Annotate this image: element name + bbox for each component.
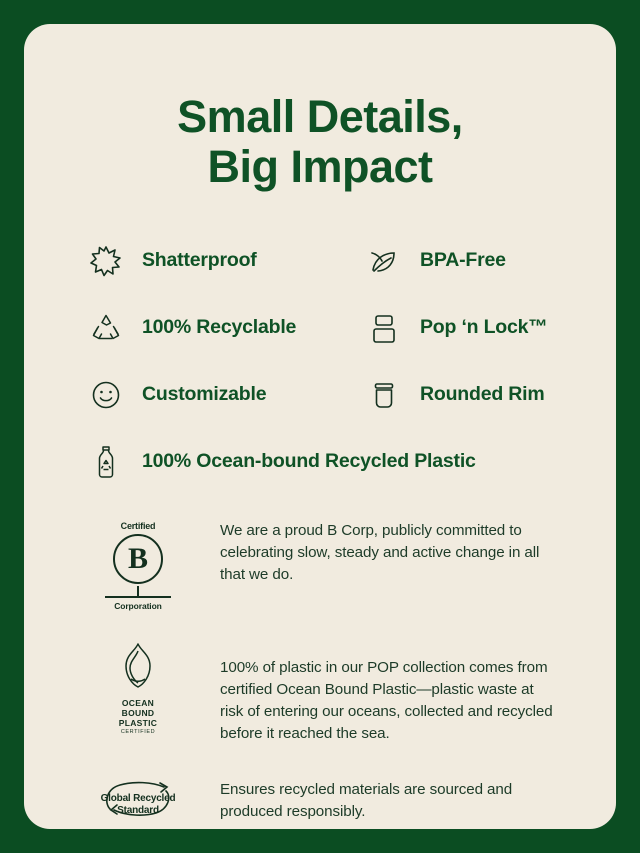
- certification-ocean-bound-plastic: [86, 639, 560, 745]
- certification-global-recycled-standard: [86, 773, 560, 828]
- pop-n-lock-lid-icon: [362, 306, 406, 350]
- feature-label: Pop ‘n Lock™: [420, 316, 548, 339]
- headline-line-1: Small Details,: [177, 91, 463, 142]
- b-corp-logo-top-text: Certified: [120, 520, 156, 531]
- feature-label: Rounded Rim: [420, 383, 545, 406]
- rounded-rim-cup-icon: [362, 373, 406, 417]
- certification-description: We are a proud B Corp, publicly committed to celebrating slow, steady and active change in all that we do.: [220, 521, 540, 583]
- page-title: [24, 92, 616, 193]
- b-corp-logo-mark: B: [113, 534, 163, 584]
- feature-label: 100% Ocean-bound Recycled Plastic: [142, 450, 476, 473]
- feature-row: [84, 440, 560, 484]
- b-corp-logo-stem: [137, 586, 140, 596]
- feature-label: 100% Recyclable: [142, 316, 297, 339]
- feature-label: BPA-Free: [420, 249, 506, 272]
- feature-item-customizable: [84, 373, 362, 417]
- ocean-bound-logo-text: OCEAN BOUND PLASTIC: [118, 698, 158, 729]
- feature-item-ocean-bound-recycled-plastic: [84, 440, 476, 484]
- feature-item-pop-n-lock: [362, 306, 548, 350]
- shatterproof-burst-icon: [84, 239, 128, 283]
- smiley-face-icon: [84, 373, 128, 417]
- feature-item-rounded-rim: [362, 373, 545, 417]
- feature-row: [84, 239, 560, 283]
- feature-label: Customizable: [142, 383, 267, 406]
- feature-item-bpa-free: [362, 239, 506, 283]
- grs-logo-text: Global Recycled Standard: [100, 793, 176, 817]
- leaf-icon: [362, 239, 406, 283]
- b-corp-logo: [86, 520, 190, 612]
- b-corp-logo-bottom-text: Corporation: [114, 601, 162, 612]
- feature-item-recyclable: [84, 306, 362, 350]
- recycle-icon: [84, 306, 128, 350]
- info-card: [24, 24, 616, 829]
- global-recycled-standard-logo: [86, 773, 190, 828]
- ocean-bound-logo-subtext: CERTIFIED: [120, 729, 156, 736]
- certification-b-corp: [86, 520, 560, 612]
- ocean-bound-plastic-logo: [86, 639, 190, 735]
- feature-row: [84, 306, 560, 350]
- feature-row: [84, 373, 560, 417]
- recycled-bottle-icon: [84, 440, 128, 484]
- feature-item-shatterproof: [84, 239, 362, 283]
- certification-description: Ensures recycled materials are sourced and produced responsibly.: [220, 781, 513, 821]
- certification-description: 100% of plastic in our POP collection comes from certified Ocean Bound Plastic—plastic waste at risk of entering our oceans, collected and recycled before it reached the sea.: [220, 659, 553, 743]
- b-corp-logo-bar: [105, 596, 171, 599]
- feature-list: [24, 239, 616, 484]
- feature-label: Shatterproof: [142, 249, 257, 272]
- certification-list: [24, 520, 616, 829]
- headline-line-2: Big Impact: [207, 141, 433, 193]
